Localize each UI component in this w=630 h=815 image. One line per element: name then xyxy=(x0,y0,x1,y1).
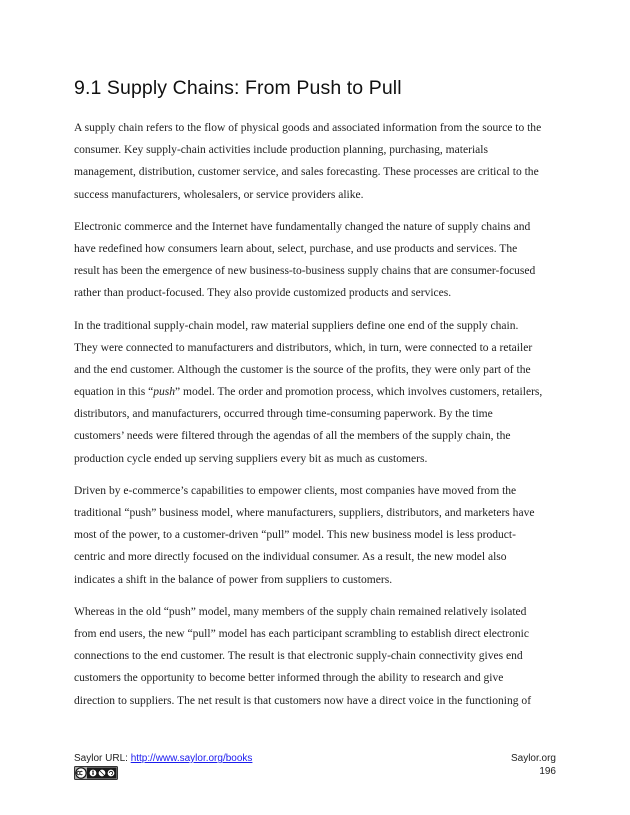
footer-source xyxy=(74,752,252,765)
section-title: 9.1 Supply Chains: From Push to Pull xyxy=(74,77,402,99)
text-line: A supply chain refers to the flow of physical goods and associated information from the source to the xyxy=(74,122,542,134)
paragraph-1 xyxy=(74,117,558,206)
text-line: result has been the emergence of new business-to-business supply chains that are consumer-focused xyxy=(74,265,536,278)
text-line: direction to suppliers. The net result is that customers now have a direct voice in the functioning of xyxy=(74,694,532,707)
footer-url-label: Saylor URL: xyxy=(74,753,131,764)
creative-commons-license-icon[interactable] xyxy=(74,766,118,780)
text-line: indicates a shift in the balance of power from suppliers to customers. xyxy=(74,573,393,586)
text-line: most of the power, to a customer-driven “pull” model. This new business model is less product- xyxy=(74,529,516,542)
text-line: distributors, and manufacturers, occurred through time-consuming paperwork. By the time xyxy=(74,408,493,421)
page-number: 196 xyxy=(539,766,556,777)
text-line: have redefined how consumers learn about, select, purchase, and use products and services. The xyxy=(74,242,518,255)
text-line: management, distribution, customer service, and sales forecasting. These processes are critical to the xyxy=(74,166,539,179)
text-segment: ” model. The order and promotion process, which involves customers, retailers, xyxy=(175,386,543,399)
text-line: production cycle ended up serving suppliers every bit as much as customers. xyxy=(74,452,428,465)
body-text xyxy=(74,117,558,722)
footer-org: Saylor.org xyxy=(510,753,556,764)
text-line: connections to the end customer. The result is that electronic supply-chain connectivity gives end xyxy=(74,650,523,663)
paragraph-2 xyxy=(74,216,558,305)
text-line: rather than product-focused. They also provide customized products and services. xyxy=(74,287,452,300)
text-line: traditional “push” business model, where manufacturers, suppliers, distributors, and marketers have xyxy=(74,507,535,519)
footer-page-info xyxy=(511,752,556,778)
text-line: and the end customer. Although the customer is the source of the profits, they were only part of the xyxy=(74,363,531,376)
text-line: Whereas in the old “push” model, many members of the supply chain remained relatively isolated xyxy=(74,605,527,618)
saylor-books-link[interactable]: http://www.saylor.org/books xyxy=(130,753,253,764)
paragraph-5 xyxy=(74,601,558,712)
text-line: centric and more directly focused on the individual consumer. As a result, the new model also xyxy=(74,551,507,564)
emphasis-push: push xyxy=(153,386,176,399)
paragraph-4 xyxy=(74,480,558,591)
text-line: consumer. Key supply-chain activities include production planning, purchasing, materials xyxy=(74,144,488,157)
text-line: customers the opportunity to become better informed through the ability to research and give xyxy=(74,672,504,685)
text-line: customers’ needs were filtered through the agendas of all the members of the supply chain, the xyxy=(74,430,511,443)
text-line: from end users, the new “pull” model has each participant scrambling to establish direct electronic xyxy=(74,627,529,640)
text-line: Driven by e-commerce’s capabilities to empower clients, most companies have moved from the xyxy=(74,484,517,497)
text-line: In the traditional supply-chain model, raw material suppliers define one end of the supply chain. xyxy=(74,319,519,332)
text-line: Electronic commerce and the Internet have fundamentally changed the nature of supply chains and xyxy=(74,220,531,233)
paragraph-3 xyxy=(74,315,558,470)
text-line: success manufacturers, wholesalers, or service providers alike. xyxy=(74,188,364,201)
text-segment: equation in this “ xyxy=(74,386,154,399)
text-line xyxy=(74,381,558,403)
text-line: They were connected to manufacturers and distributors, which, in turn, were connected to a retailer xyxy=(74,341,533,354)
